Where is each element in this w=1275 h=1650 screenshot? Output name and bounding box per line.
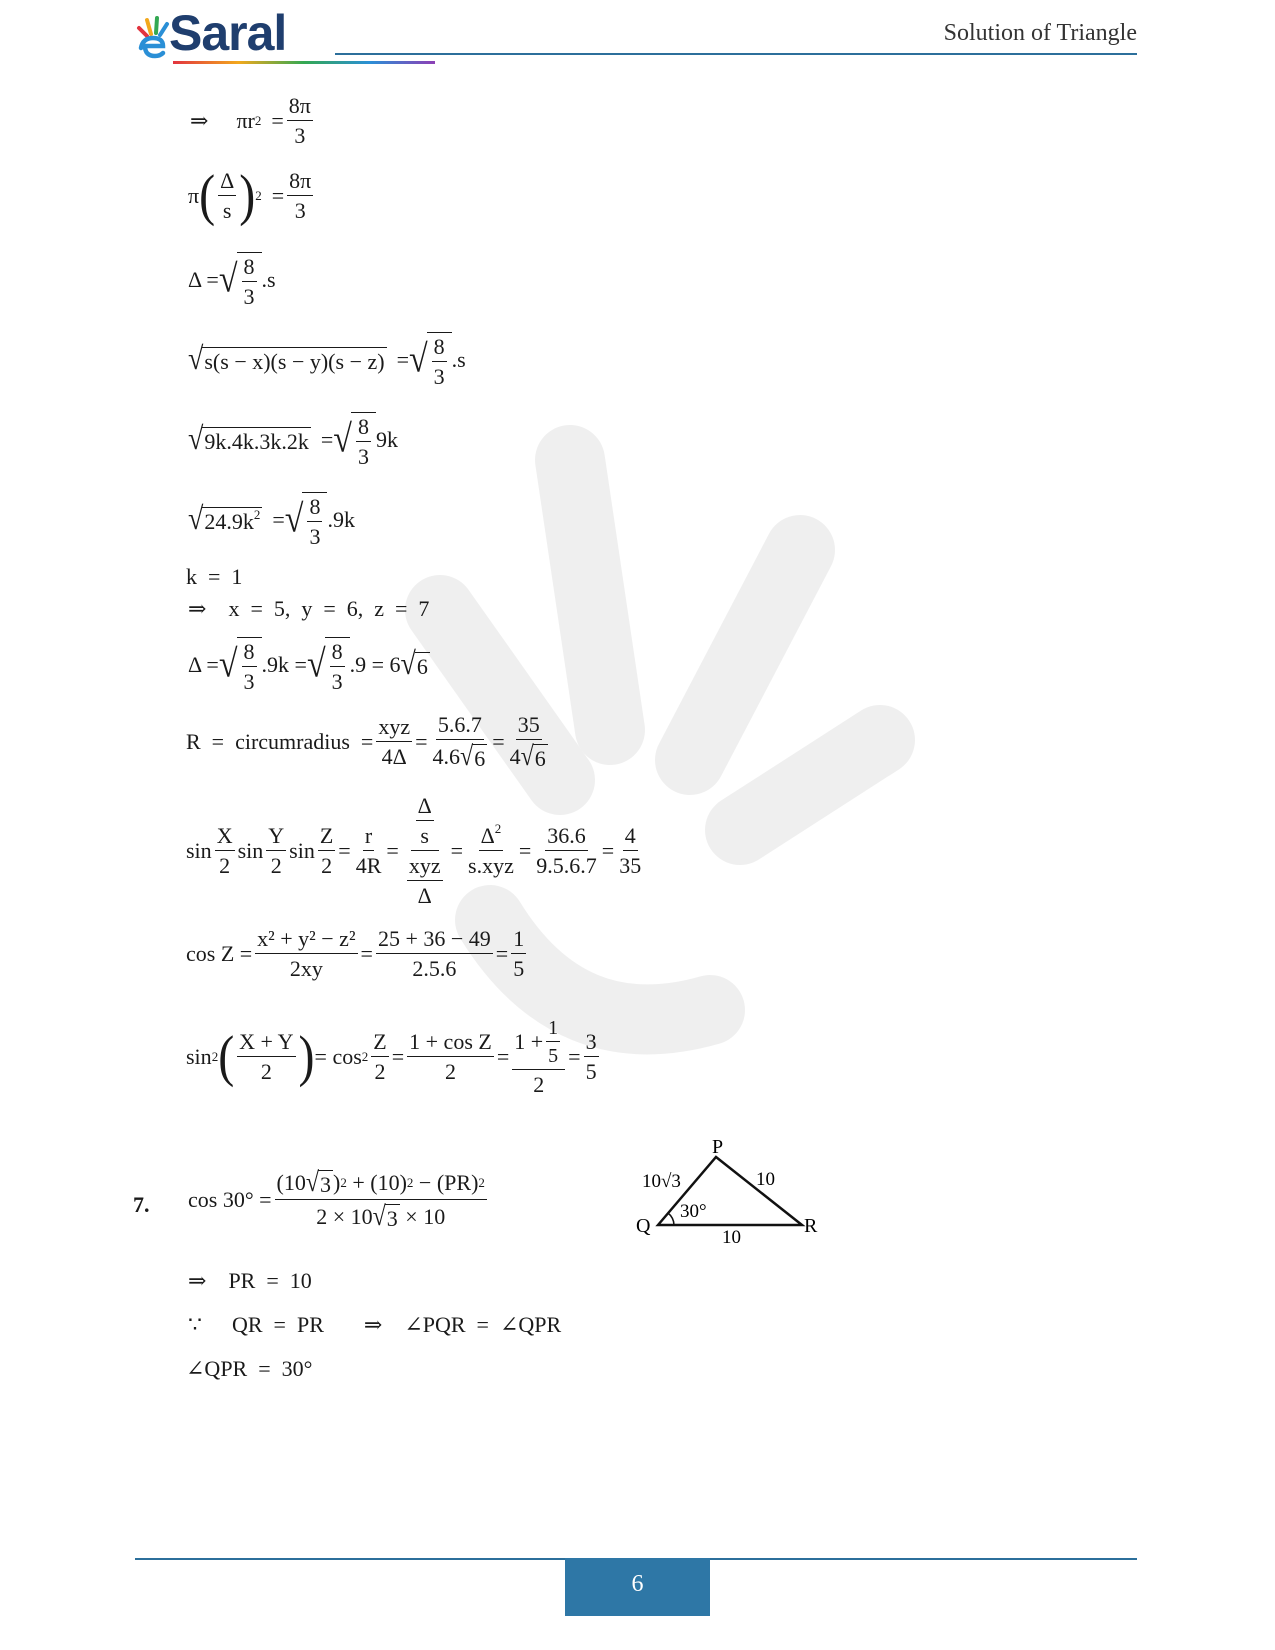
fraction: $\frac{8\pi}{3}$	[289, 168, 312, 223]
sin-squared-line: sin 2 ( $\frac{X + Y}{2}$ ) = cos 2 $\frac{Z}{2}$ = $\frac{\text{1 + cos Z}}{2}$ = 1 + $\frac{1}{5}$ 2 = $\frac{3}{5}$	[186, 1017, 597, 1097]
square-root: √ $\frac{8}{3}$	[409, 332, 452, 388]
side-qr-label: 10	[722, 1227, 741, 1248]
square-root: √ $\frac{8}{3}$	[333, 412, 376, 468]
header-rule	[335, 53, 1137, 55]
step-heron: √ s(s − x)(s − y)(s − z) = √ $\frac{8}{3}$ .s	[188, 334, 466, 389]
sin-product-line: sin $\frac{X}{2}$ sin $\frac{Y}{2}$ sin $\frac{Z}{2}$ = $\frac{r}{4R}$ = $\frac{\frac{\Delta}{s}}{\frac{\text{xyz}}{\Delta}}$ = $\frac{\Delta^2}{\text{s.xyz}}$ = $\frac{36.6}{9.5.6.7}$ = $\frac{4}{35}$	[186, 793, 642, 908]
triangle-pqr-diagram	[630, 1135, 840, 1255]
cos-30-line: cos 30° = (10 √ 3 ) 2 + (10) 2 − (PR) 2 2 × 10 √ 3 × 10	[188, 1168, 485, 1232]
equals: =	[271, 108, 284, 133]
xyz-values-line: ⇒ x = 5, y = 6, z = 7	[188, 596, 430, 621]
step-24-9k: √ $24.9k^2$ = √ $\frac{8}{3}$ .9k	[188, 494, 355, 549]
side-pq-label: 10√3	[642, 1171, 681, 1192]
square-root: √ 9k.4k.3k.2k	[188, 421, 309, 458]
k-equals-line: k = 1	[186, 564, 243, 589]
implies-symbol: ⇒	[190, 108, 209, 133]
area-line: Δ = √ $\frac{8}{3}$ .9k = √ $\frac{8}{3}$ .9 = 6 √ 6	[188, 639, 428, 694]
pr-line: ⇒ PR = 10	[188, 1268, 312, 1293]
cos-z-line: cos Z = $\frac{\text{x² + y² − z²}}{2xy}$ = $\frac{25 + 36 - 49}{2.5.6}$ = $\frac{1}{5}$	[186, 926, 525, 981]
square-root: √ $\frac{8}{3}$	[307, 637, 350, 693]
logo-underline	[173, 61, 435, 64]
logo-text: Saral	[169, 5, 287, 61]
square-root: √ 6	[400, 646, 428, 683]
step-9k: √ 9k.4k.3k.2k = √ $\frac{8}{3}$ 9k	[188, 414, 398, 469]
square-root: √ $\frac{8}{3}$	[219, 252, 262, 308]
step-delta-root: Δ = √ $\frac{8}{3}$ .s	[188, 254, 276, 309]
page-number: 6	[565, 1558, 710, 1616]
fraction: $\frac{8\pi}{3}$	[288, 93, 311, 148]
square-root: √ $\frac{8}{3}$	[219, 637, 262, 693]
circumradius-line: R = circumradius = $\frac{\text{xyz}}{4\Delta}$ = 5.6.7 4.6 √ 6 = 35 4 √ 6	[186, 712, 546, 772]
side-pr-label: 10	[756, 1169, 775, 1190]
vertex-q: Q	[636, 1215, 651, 1237]
angle-label: 30°	[680, 1201, 707, 1222]
pi-r-text: πr	[236, 108, 255, 133]
logo-hand-icon	[133, 14, 169, 58]
vertex-r: R	[804, 1215, 818, 1237]
qr-pr-line: ∵ QR = PR ⇒ ∠PQR = ∠QPR	[188, 1312, 562, 1337]
step-pi-delta-over-s: π ( $\frac{\Delta}{s}$ ) 2 = $\frac{8\pi}{3}$	[188, 163, 312, 228]
fraction: $\frac{\Delta}{s}$	[220, 168, 235, 223]
square-root: √ $24.9k^2$	[188, 501, 261, 538]
angle-arc	[668, 1213, 674, 1225]
square-root: √ s(s − x)(s − y)(s − z)	[188, 341, 385, 378]
step-pi-r-squared: ⇒ πr 2 = $\frac{8\pi}{3}$	[190, 93, 311, 148]
saral-logo	[133, 5, 287, 61]
final-angle-line: ∠QPR = 30°	[186, 1356, 313, 1381]
square-root: √ $\frac{8}{3}$	[285, 492, 328, 548]
page-header-title: Solution of Triangle	[943, 20, 1137, 46]
vertex-p: P	[712, 1136, 724, 1158]
question-number: 7.	[133, 1192, 150, 1217]
